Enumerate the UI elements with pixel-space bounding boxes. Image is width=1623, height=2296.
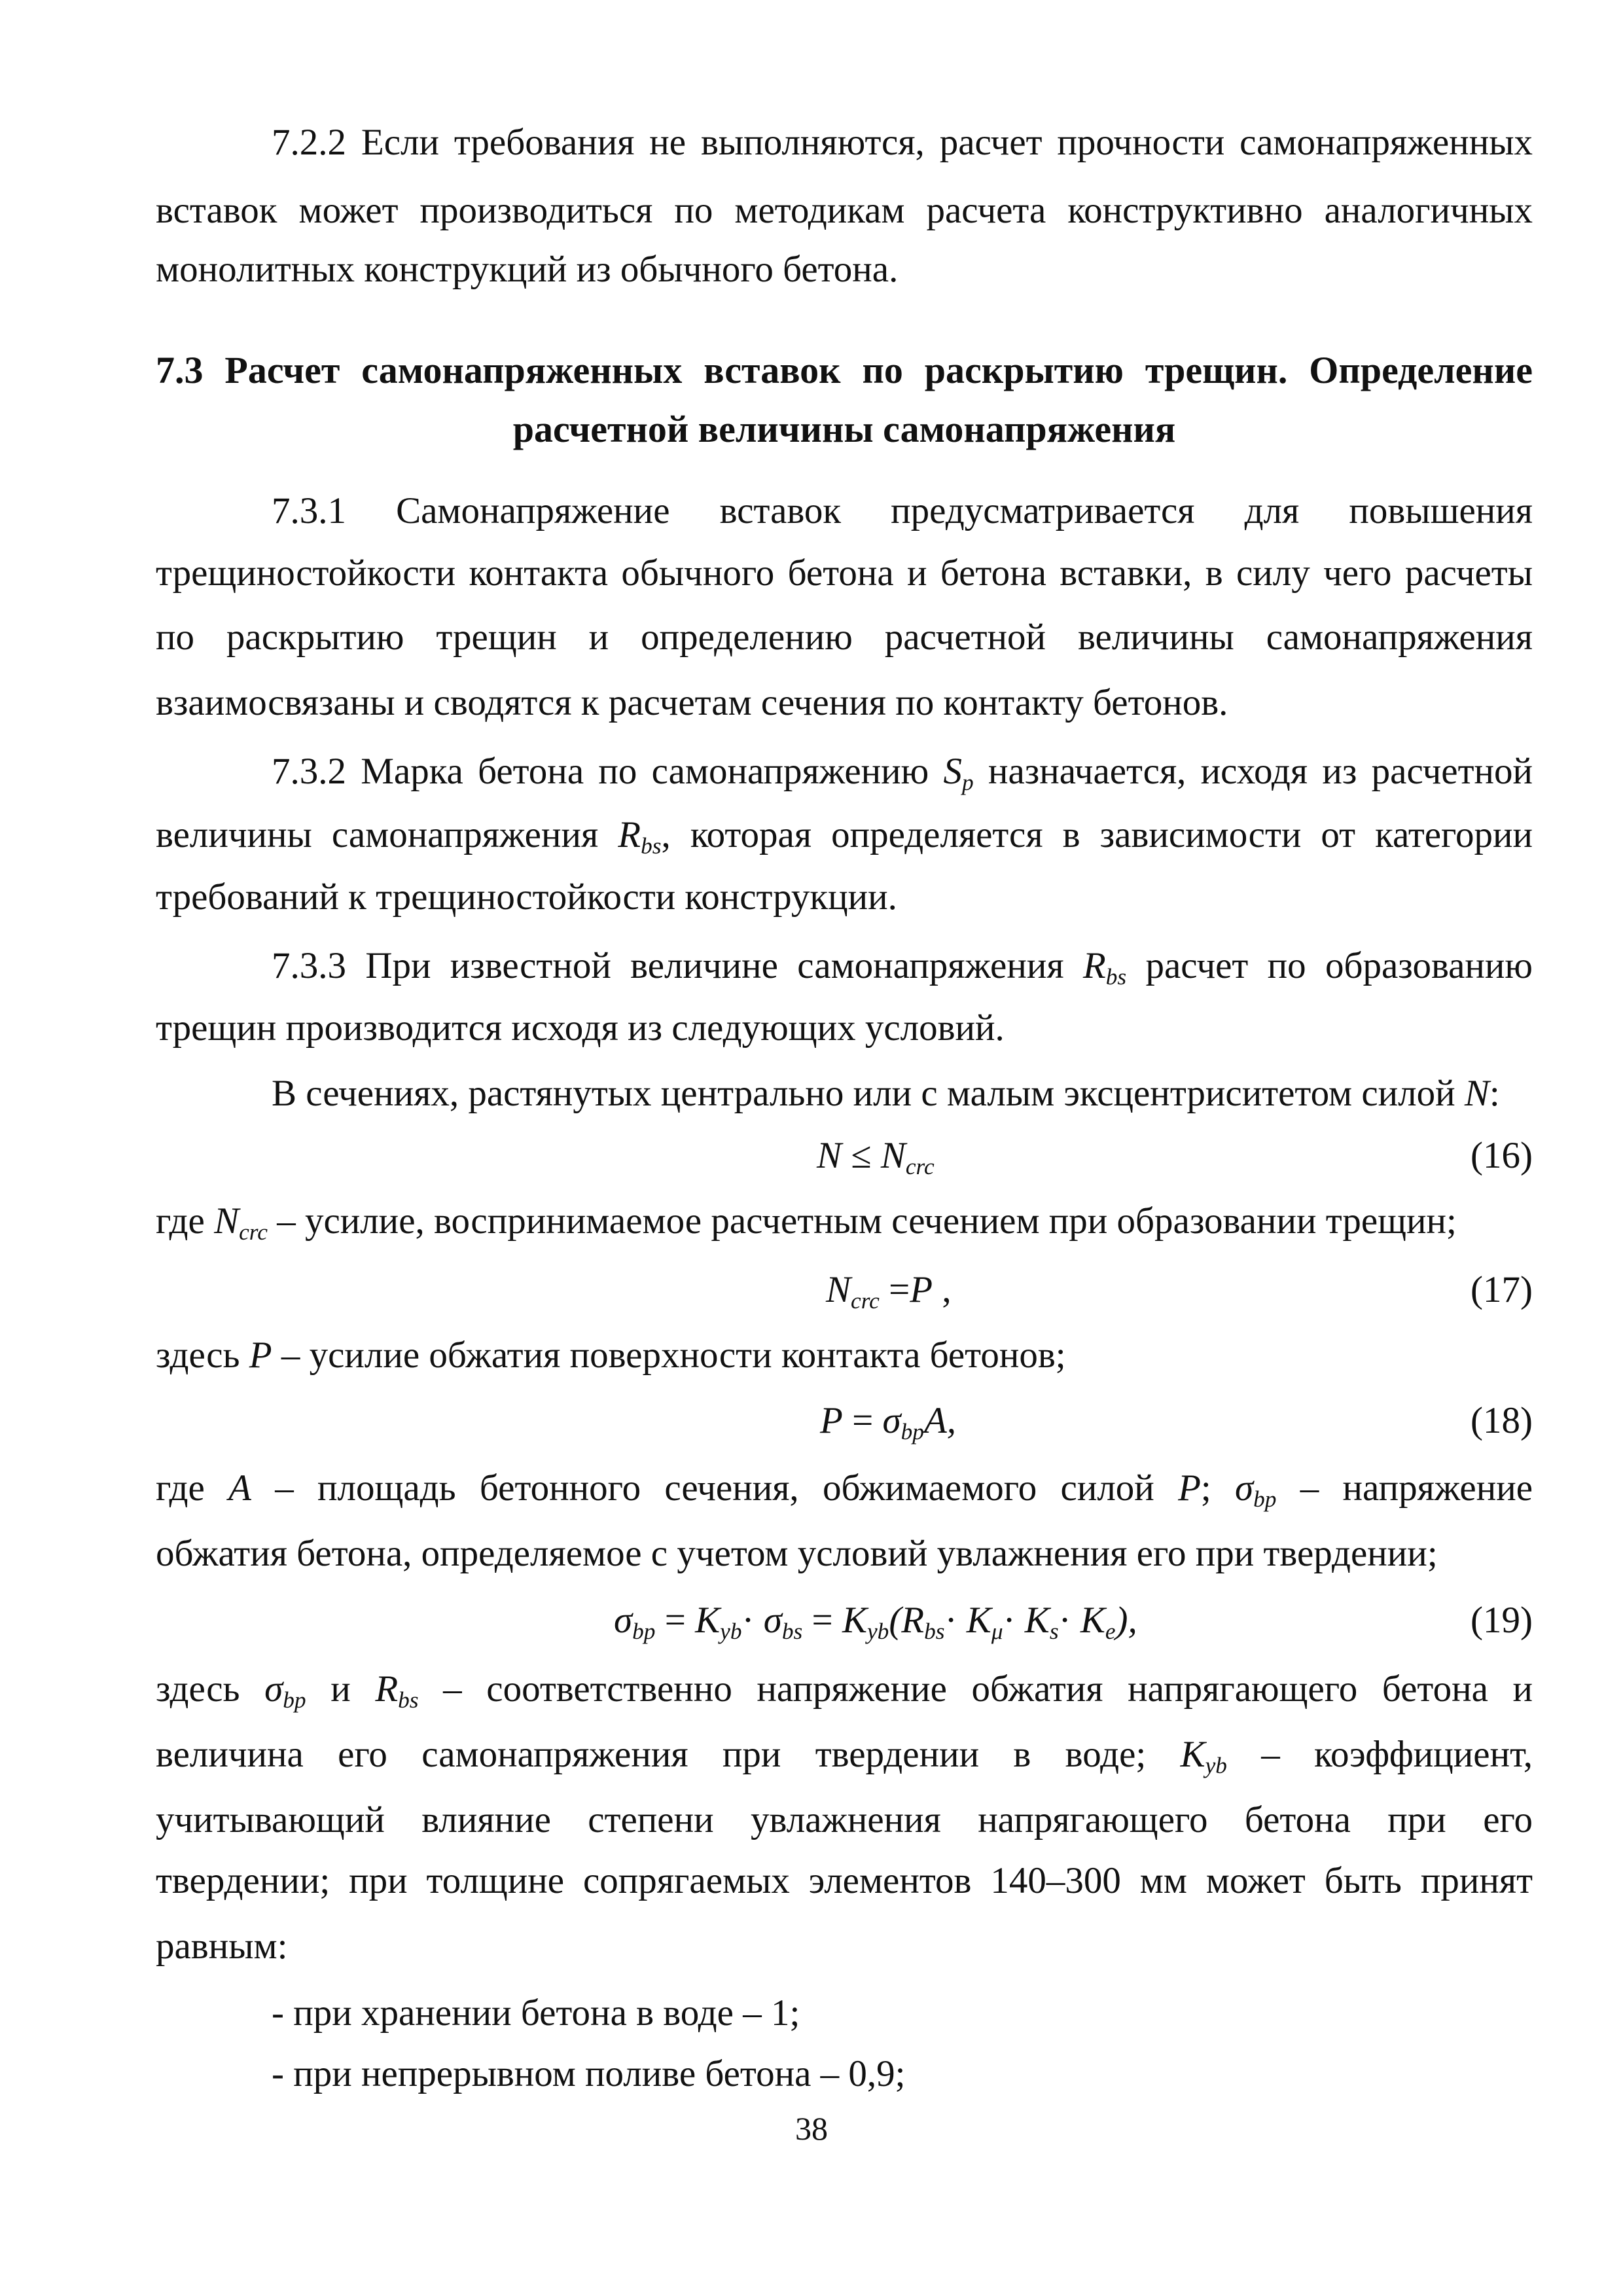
where-a-text-2: – напряжение — [1300, 1467, 1533, 1509]
where-a-line-2: обжатия бетона, определяемое с учетом условий увлажнения его при твердении; — [156, 1533, 1438, 1574]
para-7-3-1-line-3: по раскрытию трещин и определению расчетной величины самонапряжения — [156, 617, 1533, 658]
where-a-text: – площадь бетонного сечения, обжимаемого силой — [275, 1467, 1154, 1509]
where-sigma-line-2 — [156, 1731, 1533, 1778]
where-sigma-line-4: твердении; при толщине сопрягаемых элементов 140–300 мм может быть принят — [156, 1860, 1533, 1901]
para-7-2-2-line-2: вставок может производиться по методикам расчета конструктивно аналогичных — [156, 190, 1533, 231]
para-7-3-2-line-2 — [156, 812, 1533, 859]
para-7-3-2-line-3: требований к трещиностойкости конструкции. — [156, 876, 897, 918]
para-7-3-3-text-a: 7.3.3 При известной величине самонапряжения — [272, 945, 1064, 986]
where-ncrc-post: – усилие, воспринимаемое расчетным сечением при образовании трещин; — [277, 1200, 1457, 1242]
where-p-post: – усилие обжатия поверхности контакта бетонов; — [281, 1335, 1066, 1376]
p-symbol: P — [249, 1335, 272, 1376]
where-sigma-text: – соответственно напряжение обжатия напрягающего бетона и — [443, 1668, 1533, 1710]
n-symbol: N — [1464, 1073, 1489, 1114]
para-7-3-1-line-4: взаимосвязаны и сводятся к расчетам сечения по контакту бетонов. — [156, 682, 1228, 723]
section-heading-7-3-line-2: расчетной величины самонапряжения — [512, 408, 1176, 450]
rbs-symbol: $R_{bs}$ — [618, 814, 662, 859]
para-7-2-2-line-1: 7.2.2 Если требования не выполняются, расчет прочности самонапряженных — [272, 122, 1533, 163]
para-7-2-2-line-3: монолитных конструкций из обычного бетона. — [156, 249, 899, 290]
equation-16: $N \le N_{crc}$ — [817, 1135, 935, 1179]
where-p-pre: здесь — [156, 1335, 240, 1376]
section-heading-7-3-line-1: 7.3 Расчет самонапряженных вставок по раскрытию трещин. Определение — [156, 349, 1533, 391]
where-a-pre: где — [156, 1467, 205, 1509]
where-a-semicolon: ; — [1200, 1467, 1211, 1509]
where-sigma-line-5: равным: — [156, 1926, 288, 1967]
where-p — [156, 1332, 1533, 1379]
sigma-bp-symbol: $\sigma_{bp}$ — [1235, 1467, 1277, 1512]
para-7-3-1-line-2: трещиностойкости контакта обычного бетона и бетона вставки, в силу чего расчеты — [156, 552, 1533, 594]
rbs-symbol: $R_{bs}$ — [375, 1668, 419, 1713]
where-sigma-and: и — [330, 1668, 351, 1710]
where-sigma-line-3: учитывающий влияние степени увлажнения напрягающего бетона при его — [156, 1799, 1533, 1840]
list-item: - при хранении бетона в воде – 1; — [272, 1992, 800, 2034]
para-7-3-2-text-d: , которая определяется в зависимости от категории — [661, 814, 1533, 855]
equation-17-number: (17) — [1471, 1269, 1533, 1310]
a-symbol: A — [228, 1467, 251, 1509]
ncrc-symbol: $N_{crc}$ — [214, 1200, 268, 1245]
where-sigma-text-3: – коэффициент, — [1261, 1734, 1533, 1775]
page-number: 38 — [795, 2110, 828, 2147]
sp-symbol: $S_p$ — [943, 751, 974, 795]
para-7-3-2-line-1 — [272, 748, 1533, 795]
para-7-3-2-text-a: 7.3.2 Марка бетона по самонапряжению — [272, 751, 929, 792]
p-symbol: P — [1178, 1467, 1201, 1509]
where-sigma-text-2: величина его самонапряжения при твердении в воде; — [156, 1734, 1147, 1775]
list-item: - при непрерывном поливе бетона – 0,9; — [272, 2053, 906, 2094]
rbs-symbol: $R_{bs}$ — [1082, 945, 1127, 990]
where-sigma-pre: здесь — [156, 1668, 240, 1710]
equation-19: $\sigma_{bp} = K_{yb}\cdot \sigma_{bs} = K_{yb}(R_{bs}\cdot K_\mu\cdot K_s\cdot K_e)$, — [614, 1600, 1137, 1644]
para-7-3-2-text-b: назначается, исходя из расчетной — [988, 751, 1533, 792]
sigma-bp-symbol: $\sigma_{bp}$ — [264, 1668, 306, 1713]
equation-19-number: (19) — [1471, 1600, 1533, 1641]
kyb-symbol: $K_{yb}$ — [1180, 1734, 1227, 1778]
equation-18-number: (18) — [1471, 1400, 1533, 1441]
para-sections — [272, 1070, 1533, 1117]
para-sections-colon: : — [1489, 1073, 1500, 1114]
equation-17: $N_{crc} =P$ , — [826, 1269, 952, 1314]
para-7-3-3-line-2: трещин производится исходя из следующих условий. — [156, 1007, 1005, 1049]
where-ncrc — [156, 1198, 1533, 1245]
where-ncrc-pre: где — [156, 1200, 205, 1242]
para-7-3-3-line-1 — [272, 942, 1533, 990]
para-7-3-3-text-b: расчет по образованию — [1145, 945, 1533, 986]
equation-16-number: (16) — [1471, 1135, 1533, 1176]
where-a-line-1 — [156, 1465, 1533, 1512]
para-sections-text: В сечениях, растянутых центрально или с малым эксцентриситетом силой — [272, 1073, 1455, 1114]
where-sigma-line-1 — [156, 1666, 1533, 1713]
para-7-3-1-line-1: 7.3.1 Самонапряжение вставок предусматривается для повышения — [272, 490, 1533, 531]
equation-18: $P = \sigma_{bp}A$, — [820, 1400, 957, 1444]
para-7-3-2-text-c: величины самонапряжения — [156, 814, 599, 855]
